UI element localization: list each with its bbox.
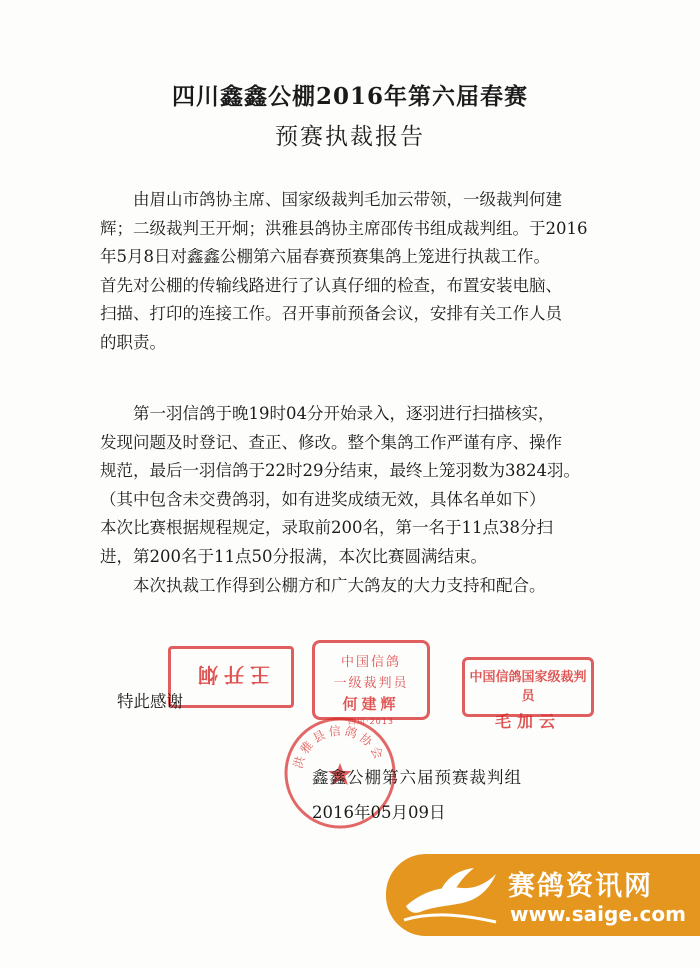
stamp-mao-line: 毛加云 <box>494 712 561 731</box>
paragraph-1-line: 的职责。 <box>100 332 166 352</box>
paragraph-2-line: 规范，最后一羽信鸽于22时29分结束，最终上笼羽数为3824羽。 <box>100 461 580 481</box>
stamp-he-line: 中国信鸽 <box>340 655 401 670</box>
stamp-he-line: 一级裁判员 <box>333 676 409 691</box>
paragraph-2-line: 本次比赛根据规程规定，录取前200名，第一名于11点38分扫 <box>100 518 553 538</box>
report-title: 四川鑫鑫公棚2016年第六届春赛 <box>171 83 528 110</box>
paragraph-1-line: 首先对公棚的传输线路进行了认真仔细的检查，布置安装电脑、 <box>100 275 562 295</box>
paragraph-1-line: 辉；二级裁判王开炯；洪雅县鸽协主席邵传书组成裁判组。于2016 <box>100 218 588 238</box>
referee-stamp-he <box>312 640 430 726</box>
report-date: 2016年05月09日 <box>312 803 446 822</box>
paragraph-2-line: 第一羽信鸽于晚19时04分开始录入，逐羽进行扫描核实， <box>133 404 555 423</box>
stamp-he-line: 四川·2013 <box>348 717 394 726</box>
closing-thanks: 特此感谢 <box>117 692 183 711</box>
referee-stamp-mao <box>462 657 594 731</box>
paragraph-2-line: （其中包含未交费鸽羽，如有进奖成绩无效，具体名单如下） <box>100 489 546 509</box>
report-subtitle: 预赛执裁报告 <box>275 124 425 150</box>
referee-stamp-wang <box>168 646 294 708</box>
signer: 鑫鑫公棚第六届预赛裁判组 <box>312 768 522 787</box>
stamp-mao-line: 中国信鸽国家级裁判员 <box>469 670 587 704</box>
paragraph-2-line: 进，第200名于11点50分报满，本次比赛圆满结束。 <box>100 546 487 566</box>
watermark-url: www.saige.com <box>510 902 686 926</box>
paragraph-2-line: 发现问题及时登记、查正、修改。整个集鸽工作严谨有序、操作 <box>100 432 562 452</box>
stamp-wang-text: 王开炯 <box>192 663 270 687</box>
paragraph-1 <box>100 186 600 358</box>
paragraph-2-line: 本次执裁工作得到公棚方和广大鸽友的大力支持和配合。 <box>133 575 546 595</box>
site-watermark <box>386 854 700 936</box>
paragraph-1-line: 年5月8日对鑫鑫公棚第六届春赛预赛集鸽上笼进行执裁工作。 <box>100 247 550 267</box>
pigeon-logo-icon <box>400 862 500 928</box>
round-seal-text: 洪雅县信鸽协会 <box>290 723 388 771</box>
paragraph-1-line: 扫描、打印的连接工作。召开事前预备会议，安排有关工作人员 <box>100 304 562 324</box>
watermark-site-name: 赛鸽资讯网 <box>508 871 653 902</box>
stamp-he-line: 何建辉 <box>342 695 400 713</box>
paragraph-2 <box>100 400 600 600</box>
paragraph-1-line: 由眉山市鸽协主席、国家级裁判毛加云带领，一级裁判何建 <box>133 190 562 209</box>
